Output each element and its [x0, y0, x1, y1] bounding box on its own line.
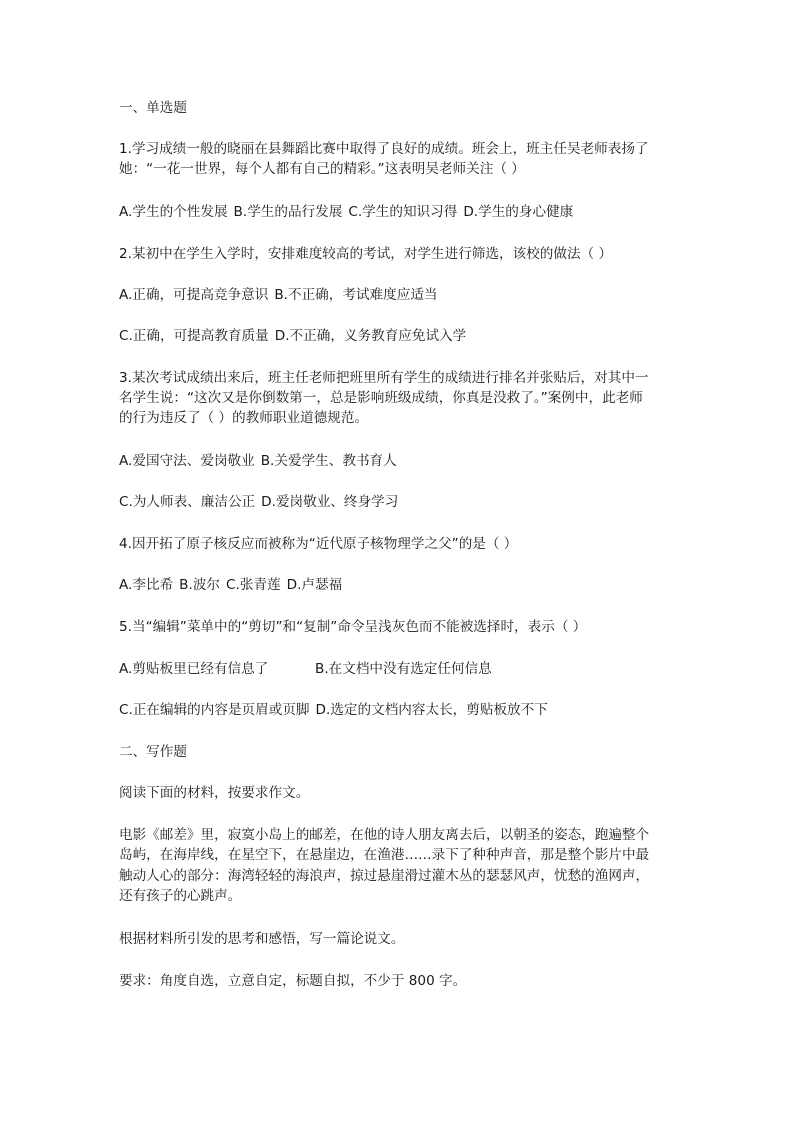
- q4-option-c: C.张青莲: [226, 577, 281, 593]
- question-4-options: [119, 575, 342, 595]
- question-5-options-row-1: [119, 659, 492, 679]
- q4-option-d: D.卢瑟福: [286, 577, 343, 593]
- question-3-options-row-1: [119, 451, 397, 471]
- question-2-text-line-1: 2.某初中在学生入学时，安排难度较高的考试，对学生进行筛选，该校的做法（ ）: [119, 246, 613, 262]
- writing-intro: 阅读下面的材料，按要求作文。: [119, 785, 310, 801]
- q5-option-b: B.在文档中没有选定任何信息: [315, 661, 492, 677]
- q4-option-b: B.波尔: [179, 577, 221, 593]
- q3-option-b: B.关爱学生、教书育人: [260, 453, 397, 469]
- question-4-text-line-1: 4.因开拓了原子核反应而被称为“近代原子核物理学之父”的是（ ）: [119, 536, 518, 552]
- question-3-options-row-2: [119, 492, 398, 512]
- q1-option-d: D.学生的身心健康: [463, 204, 574, 220]
- writing-material-line-2: 岛屿，在海岸线，在星空下，在悬崖边，在渔港……录下了种种声音，那是整个影片中最: [119, 847, 650, 863]
- writing-material-line-3: 触动人心的部分：海湾轻轻的海浪声，掠过悬崖滑过灌木丛的瑟瑟风声，忧愁的渔网声，: [119, 868, 650, 884]
- writing-material-line-1: 电影《邮差》里，寂寞小岛上的邮差，在他的诗人朋友离去后，以朝圣的姿态，跑遍整个: [119, 827, 650, 843]
- q3-option-a: A.爱国守法、爱岗敬业: [119, 453, 255, 469]
- question-3-text-line-1: 3.某次考试成绩出来后，班主任老师把班里所有学生的成绩进行排名并张贴后，对其中一: [119, 370, 649, 386]
- q1-option-b: B.学生的品行发展: [233, 204, 343, 220]
- writing-requirements: 要求：角度自选，立意自定，标题自拟，不少于 800 字。: [119, 973, 467, 989]
- q2-option-c: C.正确，可提高教育质量: [119, 328, 269, 344]
- q2-option-d: D.不正确，义务教育应免试入学: [274, 328, 467, 344]
- section-heading-single-choice: 一、单选题: [119, 100, 187, 116]
- q3-option-d: D.爱岗敬业、终身学习: [261, 494, 399, 510]
- question-2-options-row-1: [119, 285, 438, 305]
- question-3-text-line-3: 的行为违反了（ ）的教师职业道德规范。: [119, 410, 369, 426]
- question-2-options-row-2: [119, 326, 466, 346]
- q5-option-a: A.剪贴板里已经有信息了: [119, 661, 269, 677]
- question-5-text-line-1: 5.当“编辑”菜单中的“剪切”和“复制”命令呈浅灰色而不能被选择时，表示（ ）: [119, 619, 587, 635]
- q3-option-c: C.为人师表、廉洁公正: [119, 494, 256, 510]
- q4-option-a: A.李比希: [119, 577, 174, 593]
- writing-task: 根据材料所引发的思考和感悟，写一篇论说文。: [119, 931, 405, 947]
- section-heading-writing: 二、写作题: [119, 744, 187, 760]
- question-1-options: [119, 202, 573, 222]
- q1-option-a: A.学生的个性发展: [119, 204, 228, 220]
- q5-option-d: D.选定的文档内容太长，剪贴板放不下: [315, 702, 548, 718]
- writing-material-line-4: 还有孩子的心跳声。: [119, 888, 242, 904]
- question-3-text-line-2: 名学生说：“这次又是你倒数第一，总是影响班级成绩，你真是没救了。”案例中，此老师: [119, 390, 643, 406]
- question-1-text-line-1: 1.学习成绩一般的晓丽在县舞蹈比赛中取得了良好的成绩。班会上，班主任吴老师表扬了: [119, 141, 649, 157]
- q1-option-c: C.学生的知识习得: [348, 204, 458, 220]
- question-5-options-row-2: [119, 700, 548, 720]
- question-1-text-line-2: 她：“一花一世界，每个人都有自己的精彩。”这表明吴老师关注（ ）: [119, 161, 525, 177]
- q2-option-b: B.不正确，考试难度应适当: [274, 287, 438, 303]
- q2-option-a: A.正确，可提高竞争意识: [119, 287, 269, 303]
- q5-option-c: C.正在编辑的内容是页眉或页脚: [119, 702, 310, 718]
